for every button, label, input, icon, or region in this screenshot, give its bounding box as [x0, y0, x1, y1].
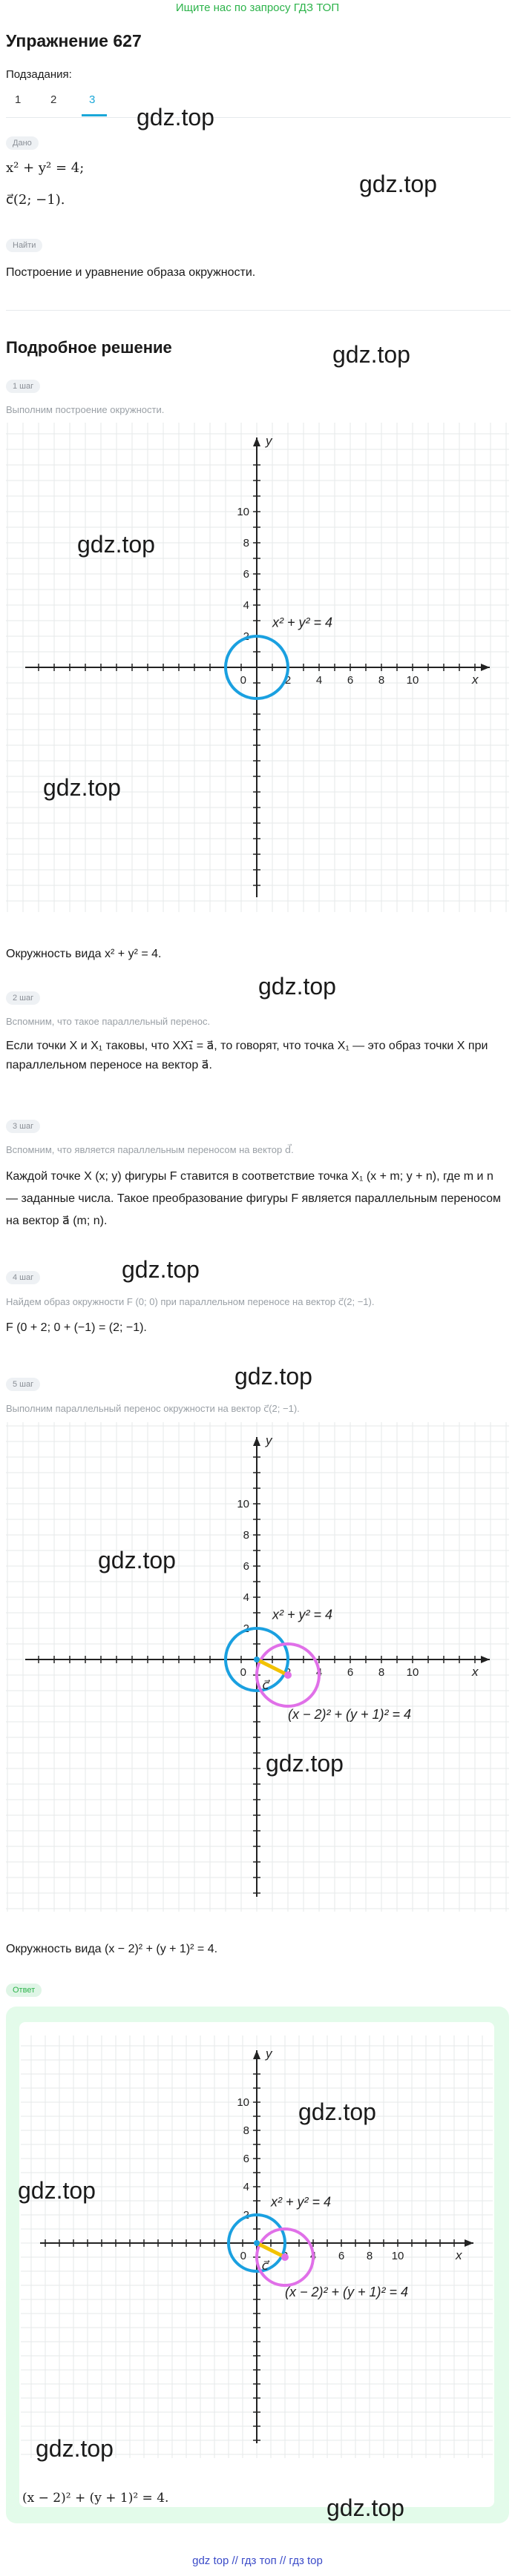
step-3-badge: 3 шаг: [6, 1120, 40, 1133]
x-tick-label: 10: [391, 2250, 404, 2262]
y-tick-label: 10: [237, 506, 249, 518]
center-image: [281, 2253, 289, 2261]
step-5-hint: Выполним параллельный перенос окружности на вектор c⃗(2; −1).: [6, 1403, 300, 1414]
y-tick-label: 8: [243, 2124, 249, 2137]
y-tick-label: 6: [243, 1560, 249, 1573]
watermark: gdz.top: [234, 1363, 312, 1390]
y-tick-label: 2: [243, 630, 249, 643]
origin-label: 0: [240, 2250, 246, 2262]
y-axis-arrow: [253, 2050, 260, 2059]
watermark: gdz.top: [137, 104, 214, 131]
equation-original: x² + y² = 4: [272, 1607, 333, 1622]
y-axis-label: y: [266, 2047, 272, 2061]
subtask-tabs: [6, 89, 117, 117]
x-tick-label: 4: [309, 2250, 317, 2262]
x-tick-label: 10: [406, 1666, 419, 1679]
watermark: gdz.top: [298, 2098, 376, 2125]
y-tick-label: 6: [243, 568, 249, 581]
x-tick-label: 8: [378, 1666, 385, 1679]
origin-label: 0: [240, 1666, 246, 1679]
watermark: gdz.top: [266, 1750, 344, 1777]
step-5-result: Окружность вида (x − 2)² + (y + 1)² = 4.: [6, 1943, 218, 1955]
y-tick-label: 10: [237, 2096, 249, 2109]
y-tick-label: 6: [243, 2153, 249, 2165]
watermark: gdz.top: [18, 2177, 96, 2204]
step-1-hint: Выполним построение окружности.: [6, 404, 165, 415]
y-tick-label: 4: [243, 2181, 249, 2193]
x-axis-arrow: [481, 1656, 490, 1663]
step-3-text: Каждой точке X (x; y) фигуры F ставится в соответствие точка X₁ (x + m; y + n), где m и n — заданные числа. Такое преобразование фигуры F является параллельным переносом на вектор a⃗ (m; n).: [6, 1170, 501, 1227]
step-4-text: F (0 + 2; 0 + (−1) = (2; −1).: [6, 1321, 147, 1334]
step-2-hint: Вспомним, что такое параллельный перенос.: [6, 1016, 211, 1027]
y-tick-label: 4: [243, 599, 249, 612]
footer-links[interactable]: gdz top // гдз топ // гдз top: [192, 2554, 323, 2567]
divider: [6, 310, 511, 311]
x-tick-label: 2: [284, 674, 292, 687]
x-tick-label: 10: [406, 674, 419, 687]
active-tab-indicator: [82, 114, 107, 116]
watermark: gdz.top: [43, 774, 121, 801]
divider: [6, 117, 511, 118]
y-tick-label: 10: [237, 1498, 249, 1510]
answer-text: (x − 2)² + (y + 1)² = 4.: [22, 2491, 169, 2506]
y-tick-label: 4: [243, 1591, 249, 1604]
top-search-link[interactable]: Ищите нас по запросу ГДЗ ТОП: [175, 1, 340, 14]
find-text: Построение и уравнение образа окружности.: [6, 266, 256, 279]
step-4-hint: Найдем образ окружности F (0; 0) при параллельном переносе на вектор c⃗(2; −1).: [6, 1296, 375, 1307]
step-1-badge: 1 шаг: [6, 380, 40, 393]
center-image: [284, 1671, 292, 1679]
step-3-hint: Вспомним, что является параллельным переносом на вектор d⃗.: [6, 1144, 294, 1155]
y-tick-label: 8: [243, 1529, 249, 1542]
watermark: gdz.top: [122, 1256, 200, 1283]
x-axis-label: x: [456, 2248, 462, 2262]
graph-step-1: [6, 423, 509, 912]
x-tick-label: 6: [347, 1666, 354, 1679]
subtask-tab-1[interactable]: 1: [15, 93, 22, 106]
equation-image: (x − 2)² + (y + 1)² = 4: [288, 1706, 412, 1722]
y-axis-label: y: [266, 434, 272, 448]
equation-original: x² + y² = 4: [271, 2194, 332, 2210]
x-tick-label: 6: [338, 2250, 345, 2262]
x-axis-arrow: [465, 2239, 473, 2247]
watermark: gdz.top: [327, 2494, 404, 2521]
watermark: gdz.top: [36, 2435, 114, 2462]
center-original: [254, 1657, 260, 1662]
step-2-text: Если точки X и X₁ таковы, что XX₁⃗ = a⃗, то говорят, что точка X₁ — это образ точки X при параллельном переносе на вектор a⃗.: [6, 1040, 488, 1071]
step-1-result: Окружность вида x² + y² = 4.: [6, 948, 162, 960]
step-5-badge: 5 шаг: [6, 1378, 40, 1391]
y-tick-label: 2: [243, 1622, 249, 1635]
y-axis-arrow: [253, 437, 260, 446]
graph-answer: [21, 2035, 493, 2458]
watermark: gdz.top: [332, 341, 410, 368]
watermark: gdz.top: [258, 973, 336, 1000]
step-4-badge: 4 шаг: [6, 1271, 40, 1284]
page-title: Упражнение 627: [6, 31, 142, 50]
y-tick-label: 2: [243, 2209, 249, 2222]
watermark: gdz.top: [98, 1547, 176, 1573]
y-tick-label: 8: [243, 537, 249, 549]
given-line-1: x² + y² = 4;: [6, 160, 85, 176]
equation-original: x² + y² = 4: [272, 615, 333, 630]
given-line-2: c⃗(2; −1).: [6, 192, 65, 208]
answer-badge: Ответ: [6, 1984, 42, 1997]
x-tick-label: 8: [366, 2250, 373, 2262]
x-axis-arrow: [481, 664, 490, 671]
vector-label: c⃗: [262, 1677, 269, 1692]
x-axis-label: x: [472, 1665, 479, 1679]
watermark: gdz.top: [77, 531, 155, 558]
solution-title: Подробное решение: [6, 338, 172, 357]
x-tick-label: 6: [347, 674, 354, 687]
step-2-badge: 2 шаг: [6, 991, 40, 1005]
y-axis-label: y: [266, 1433, 272, 1447]
subtasks-heading: Подзадания:: [6, 68, 72, 81]
vector-label: c⃗: [261, 2259, 269, 2273]
find-badge: Найти: [6, 239, 42, 252]
origin-label: 0: [240, 674, 246, 687]
given-badge: Дано: [6, 136, 39, 150]
subtask-tab-2[interactable]: 2: [50, 93, 57, 106]
equation-image: (x − 2)² + (y + 1)² = 4: [285, 2285, 409, 2300]
center-original: [254, 2240, 260, 2246]
x-axis-label: x: [472, 673, 479, 687]
x-tick-label: 8: [378, 674, 385, 687]
watermark: gdz.top: [359, 171, 437, 197]
x-tick-label: 4: [315, 1666, 323, 1679]
x-tick-label: 4: [315, 674, 323, 687]
graph-step-5: [6, 1422, 509, 1912]
subtask-tab-3[interactable]: 3: [89, 93, 96, 106]
